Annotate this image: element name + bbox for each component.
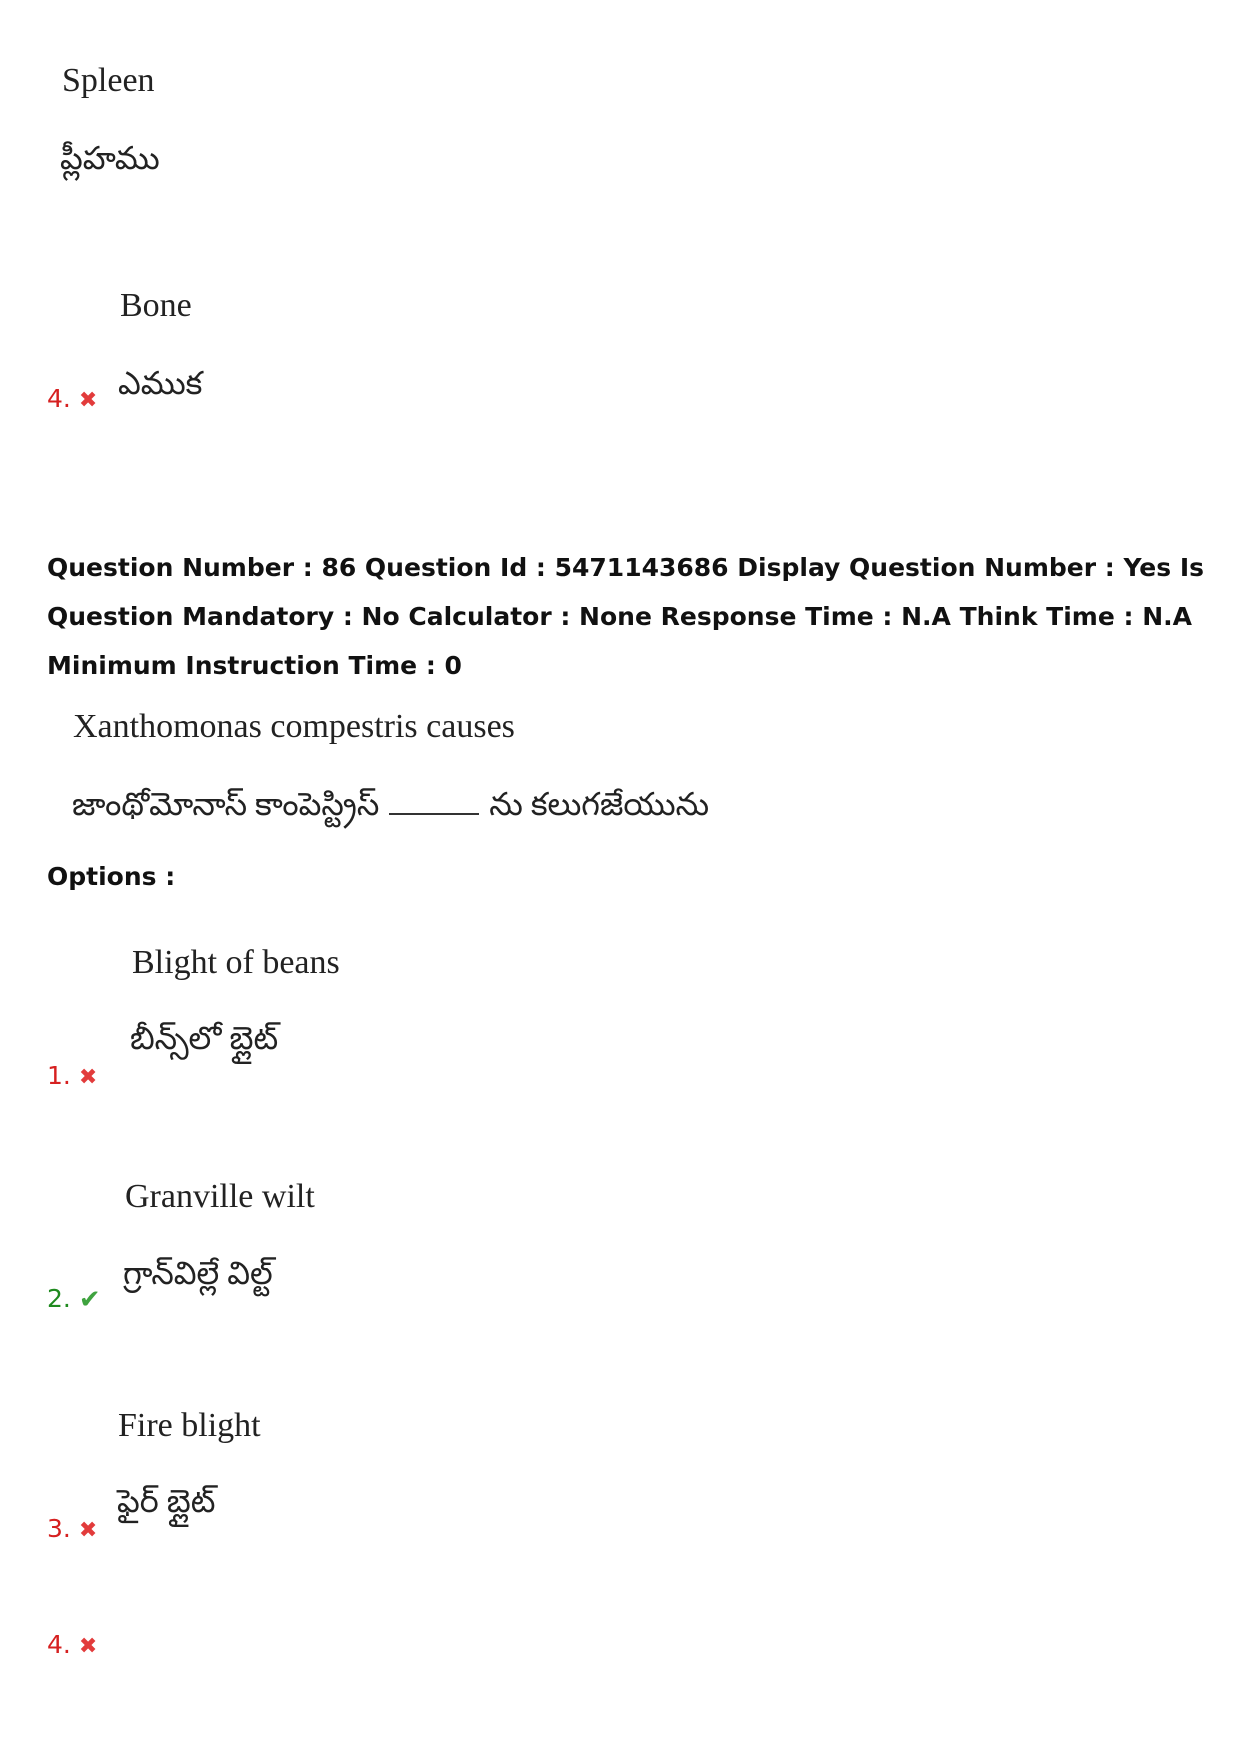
option-number: 4. [47, 384, 71, 413]
cross-icon: ✖ [78, 387, 98, 413]
option-4-number [47, 1630, 97, 1659]
prev-option-spleen-te: ప్లీహము [60, 140, 160, 176]
option-number: 4. [47, 1630, 71, 1659]
option-2-number [47, 1284, 101, 1315]
prev-option-4-en: Bone [120, 287, 192, 324]
option-1-en: Blight of beans [132, 944, 340, 981]
question-meta: Question Number : 86 Question Id : 5471143686 Display Question Number : Yes Is Question Mandatory : No Calculator : None Response Time : N.A Think Time : N.A Minimum Instruction Time : 0 [47, 553, 1205, 680]
prev-option-4-number [47, 384, 97, 413]
option-number: 2. [47, 1284, 71, 1313]
option-3-te: ఫైర్ బ్లైట్ [117, 1483, 216, 1519]
question-text-te-after: ను కలుగజేయును [489, 786, 710, 822]
question-text-en: Xanthomonas compestris causes [73, 708, 515, 745]
check-icon: ✔ [78, 1285, 101, 1315]
options-label: Options : [47, 862, 176, 891]
option-3-en: Fire blight [118, 1407, 261, 1444]
prev-option-4-te: ఎముక [118, 365, 203, 401]
option-1-te: బీన్స్‌లో బ్లైట్ [130, 1020, 279, 1056]
option-number: 1. [47, 1061, 71, 1090]
cross-icon: ✖ [78, 1633, 98, 1659]
prev-option-spleen-en: Spleen [62, 62, 155, 99]
option-3-number [47, 1514, 97, 1543]
option-number: 3. [47, 1514, 71, 1543]
question-text-te-before: జాంథోమోనాస్ కాంపెస్ట్రిస్ [72, 786, 380, 822]
answer-blank [389, 813, 479, 815]
option-2-en: Granville wilt [125, 1178, 315, 1215]
question-text-te [72, 786, 709, 831]
cross-icon: ✖ [78, 1064, 98, 1090]
cross-icon: ✖ [78, 1517, 98, 1543]
option-2-te: గ్రాన్‌విల్లే విల్ట్ [123, 1255, 273, 1291]
option-1-number [47, 1061, 97, 1090]
